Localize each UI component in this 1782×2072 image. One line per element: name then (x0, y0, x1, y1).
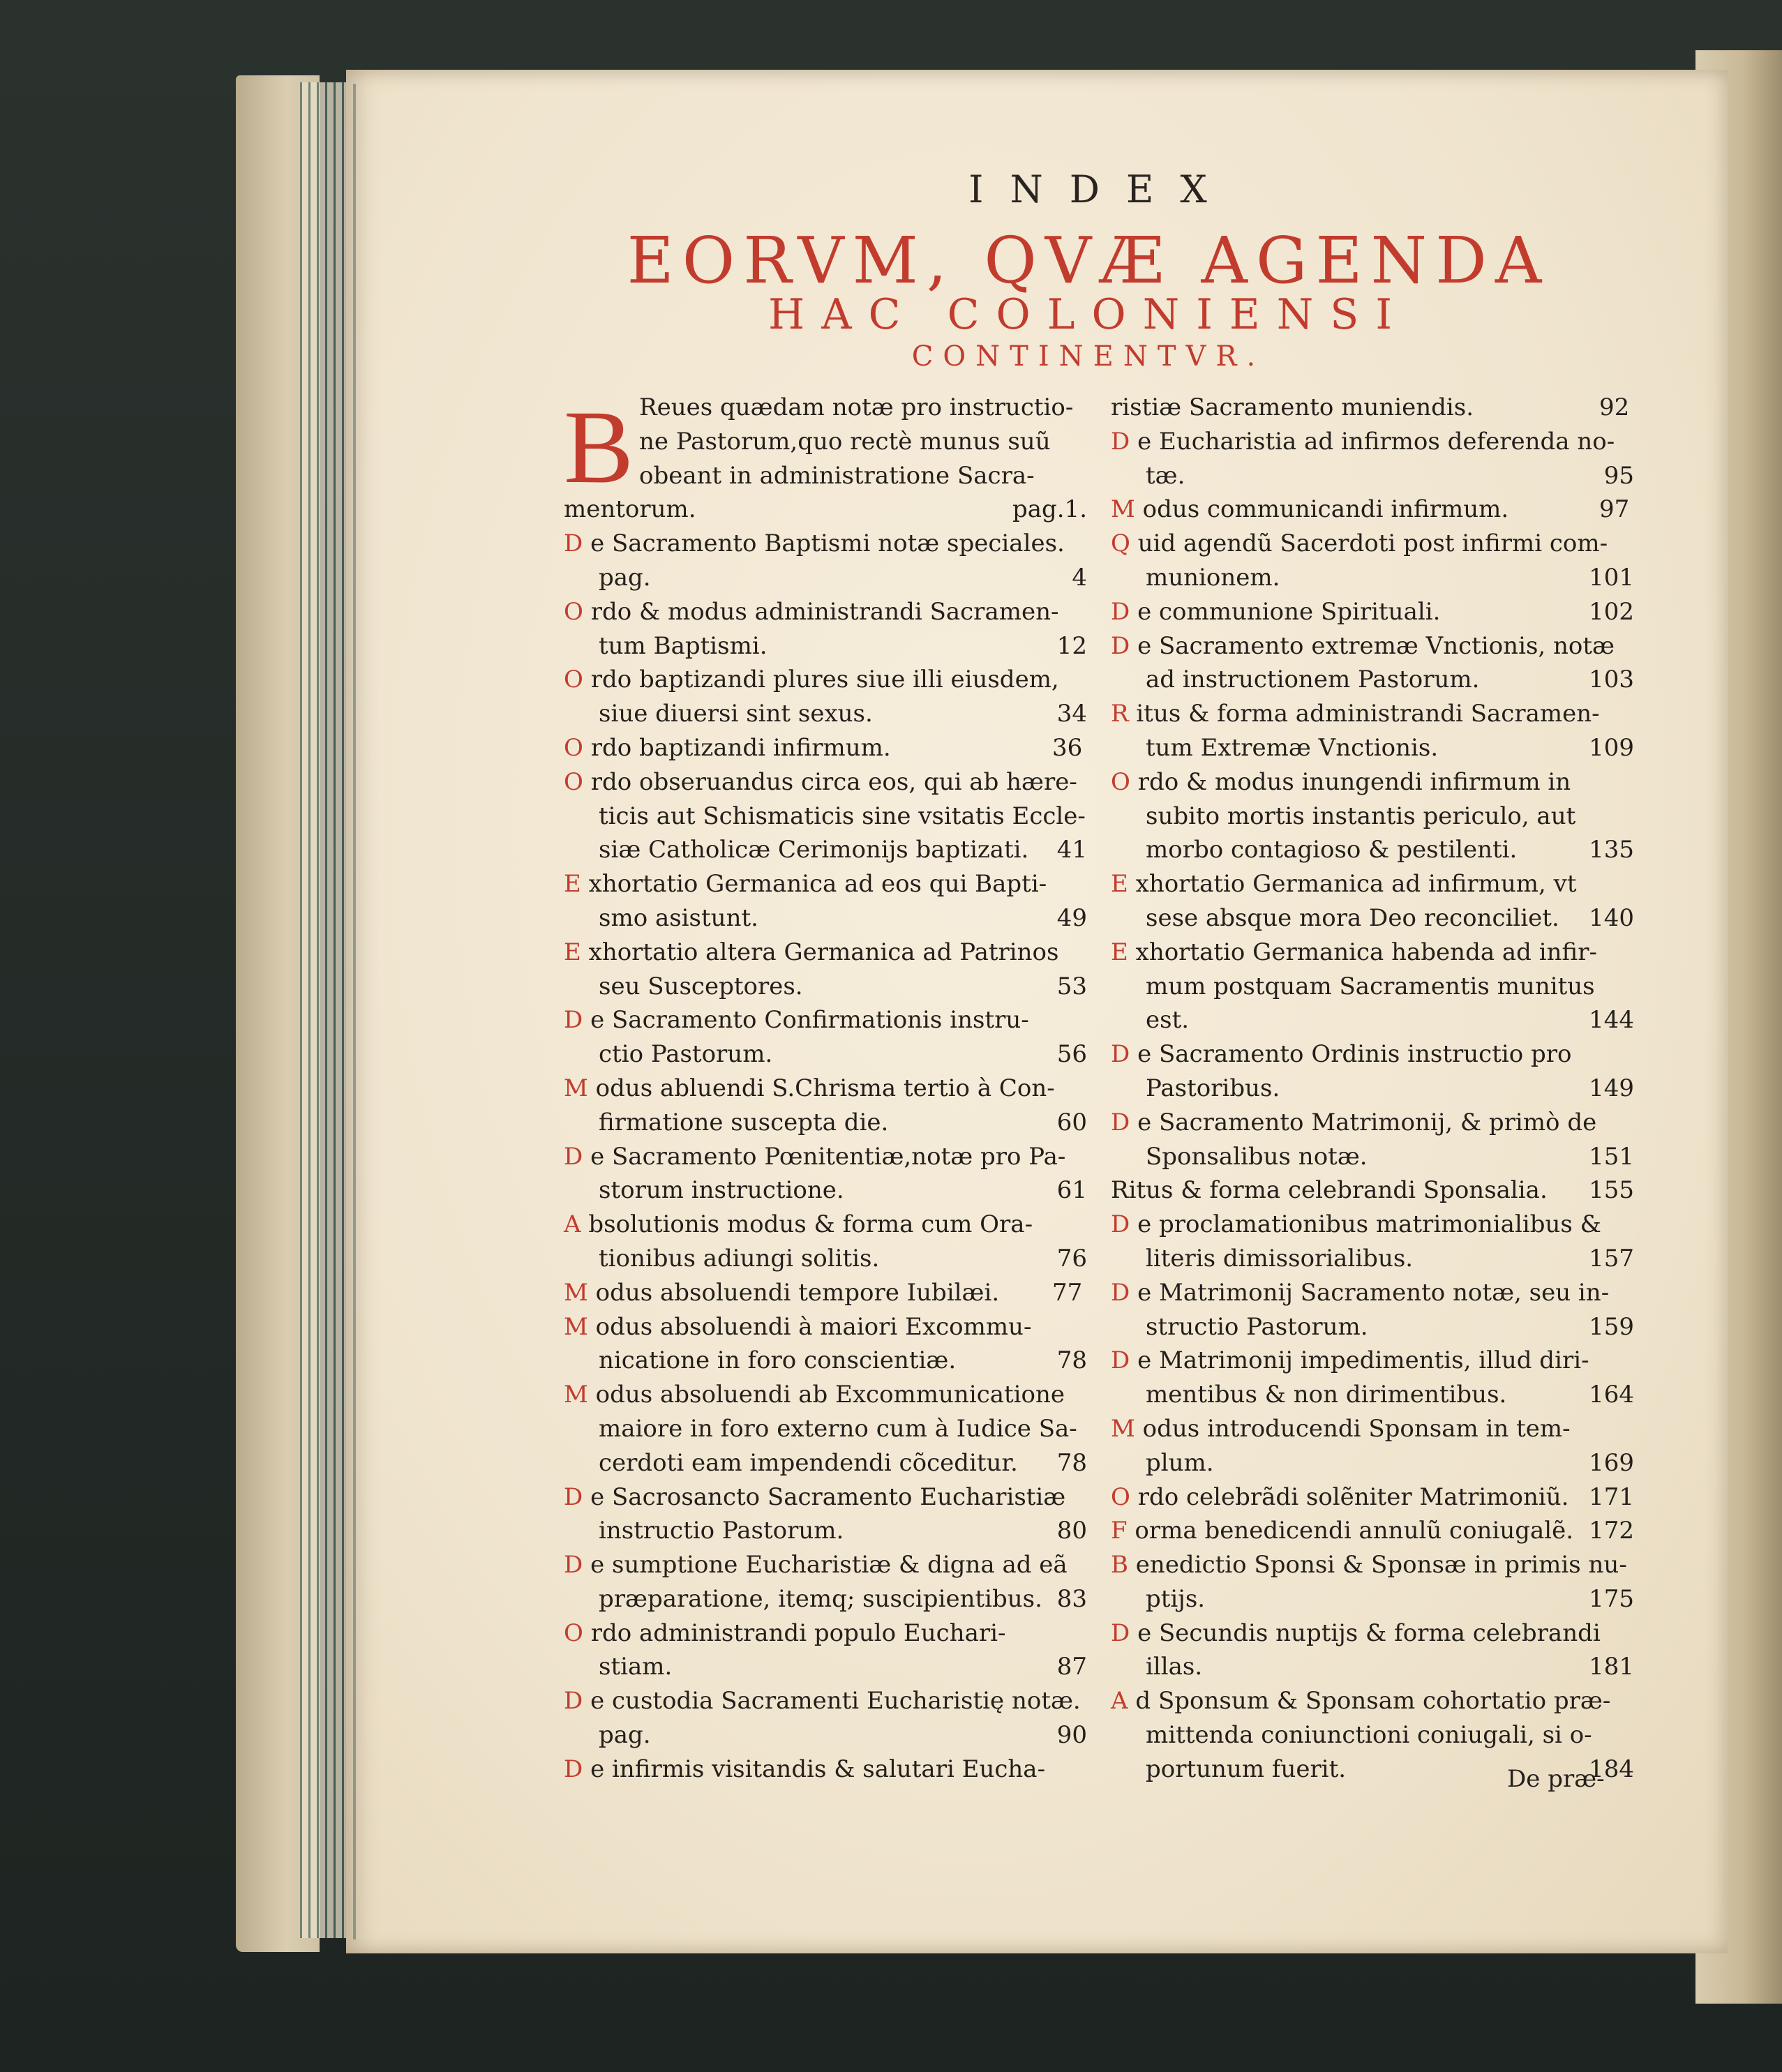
entry-line (1111, 1548, 1634, 1582)
index-entry (1111, 527, 1634, 595)
entry-text: xhortatio Germanica habenda ad infir- (1135, 938, 1597, 966)
entry-line (564, 867, 1087, 901)
entry-text: rdo administrandi populo Euchari- (590, 1619, 1006, 1647)
index-entry (1111, 765, 1634, 867)
entry-line (1111, 1684, 1634, 1718)
index-entry (564, 731, 1087, 765)
entry-line (564, 1752, 1087, 1787)
rubric-initial: D (1111, 1040, 1138, 1069)
page-number: 149 (1589, 1074, 1634, 1102)
entry-line (1111, 1276, 1634, 1310)
index-entry (1111, 697, 1634, 765)
catchword: De præ- (1507, 1765, 1605, 1793)
entry-line (599, 1344, 1087, 1378)
entry-line (1146, 1003, 1634, 1037)
entry-line (1146, 561, 1634, 595)
index-entry (1111, 629, 1634, 698)
entry-text: siue diuersi sint sexus. (599, 700, 873, 728)
index-entry (1111, 867, 1634, 936)
index-entry (564, 1140, 1087, 1208)
rubric-initial: D (564, 1755, 591, 1783)
page-number: 41 (1056, 836, 1087, 864)
entry-text: illas. (1146, 1653, 1203, 1681)
page-number: 87 (1056, 1653, 1087, 1681)
entry-line (1111, 595, 1634, 629)
entry-text: rdo obseruandus circa eos, qui ab hære- (590, 767, 1077, 796)
index-entry (564, 1310, 1087, 1379)
entry-line (1111, 867, 1634, 901)
entry-line (1111, 1208, 1634, 1242)
index-entry (564, 1752, 1087, 1787)
entry-line (599, 1582, 1087, 1616)
index-entry (1111, 1548, 1634, 1616)
rubric-initial: Q (1111, 530, 1138, 558)
entry-text: cerdoti eam impendendi cõceditur. (599, 1448, 1018, 1477)
entry-line (599, 1650, 1087, 1684)
entry-line (1111, 1412, 1634, 1446)
rubric-initial: O (564, 666, 591, 694)
entry-text: orma benedicendi annulũ coniugalẽ. (1135, 1517, 1574, 1545)
entry-text: mittenda coniunctioni coniugali, si o- (1146, 1721, 1592, 1750)
index-entry (1111, 936, 1634, 1037)
entry-text: munionem. (1146, 563, 1280, 592)
rubric-initial: A (1111, 1687, 1136, 1716)
index-entry (564, 1616, 1087, 1685)
entry-text: e Sacramento Pœnitentiæ,notæ pro Pa- (590, 1142, 1066, 1171)
page-number: 95 (1603, 461, 1634, 490)
rubric-initial: D (1111, 1108, 1138, 1136)
entry-text: pag. (599, 1721, 651, 1750)
entry-text: firmatione suscepta die. (599, 1108, 889, 1136)
index-entry (564, 765, 1087, 867)
entry-text: e Sacramento Matrimonij, & primò de (1137, 1108, 1597, 1136)
rubric-initial: D (1111, 1278, 1138, 1307)
entry-text: odus absoluendi à maiori Excommu- (595, 1312, 1032, 1341)
entry-line (564, 1480, 1087, 1515)
entry-text: præparatione, itemq; suscipientibus. (599, 1584, 1042, 1613)
entry-line (1111, 1480, 1634, 1515)
rubric-initial: D (1111, 597, 1138, 626)
index-entry (564, 1480, 1087, 1549)
entry-text: e Sacramento Confirmationis instru- (590, 1006, 1029, 1035)
entry-text: odus introducendi Sponsam in tem- (1142, 1414, 1571, 1443)
page-number: 181 (1589, 1653, 1634, 1681)
entry-line (599, 1446, 1087, 1480)
entry-line (1111, 527, 1634, 561)
entry-line (1146, 1140, 1634, 1174)
entry-text: mentibus & non dirimentibus. (1146, 1381, 1507, 1409)
index-entry (564, 867, 1087, 936)
entry-text: sese absque mora Deo reconciliet. (1146, 903, 1559, 932)
entry-line (564, 1140, 1087, 1174)
entry-text: odus abluendi S.Chrisma tertio à Con- (595, 1074, 1055, 1102)
entry-text: nicatione in foro conscientiæ. (599, 1346, 957, 1375)
rubric-initial: D (1111, 1210, 1138, 1239)
entry-text: e Matrimonij impedimentis, illud diri- (1137, 1346, 1589, 1375)
page-number: 61 (1056, 1176, 1087, 1205)
page-number: 78 (1056, 1346, 1087, 1375)
page-number: 12 (1056, 631, 1087, 660)
index-entry (564, 1208, 1087, 1276)
page-number: 151 (1589, 1142, 1634, 1171)
rubric-initial: D (1111, 427, 1138, 456)
index-entry (1111, 1173, 1634, 1208)
rubric-initial: M (564, 1278, 596, 1307)
entry-text: obeant in administratione Sacra- (639, 461, 1035, 490)
entry-text: ticis aut Schismaticis sine vsitatis Eccle- (599, 802, 1086, 830)
entry-text: itus & forma administrandi Sacramen- (1136, 700, 1600, 728)
index-entry (564, 1548, 1087, 1616)
entry-text: e Sacramento Ordinis instructio pro (1137, 1040, 1572, 1069)
entry-line (1146, 1242, 1634, 1276)
page-number: 80 (1056, 1517, 1087, 1545)
entry-text: rdo & modus administrandi Sacramen- (590, 597, 1059, 626)
entry-text: tionibus adiungi solitis. (599, 1244, 880, 1273)
index-entry (564, 663, 1087, 731)
index-entry (564, 595, 1087, 663)
rubric-initial: D (564, 530, 591, 558)
entry-text: e proclamationibus matrimonialibus & (1137, 1210, 1601, 1239)
entry-text: mentorum. (564, 495, 696, 524)
left-index-column (564, 391, 1087, 1787)
entry-line (599, 1173, 1087, 1208)
entry-line (599, 901, 1087, 936)
entry-line (1111, 1037, 1634, 1072)
entry-line (1146, 1446, 1634, 1480)
rubric-initial: O (564, 1619, 591, 1647)
index-entry (564, 391, 1087, 527)
index-entry (1111, 1344, 1634, 1412)
entry-text: Reues quædam notæ pro instructio- (639, 393, 1074, 421)
rubric-initial: E (564, 870, 589, 899)
entry-text: ctio Pastorum. (599, 1040, 773, 1069)
page-number: 155 (1589, 1176, 1634, 1205)
entry-text: tum Extremæ Vnctionis. (1146, 733, 1439, 762)
entry-text: ne Pastorum,quo rectè munus suũ (639, 427, 1051, 456)
entry-text: ristiæ Sacramento muniendis. (1111, 393, 1474, 421)
entry-text: e communione Spirituali. (1137, 597, 1441, 626)
index-entry (1111, 1037, 1634, 1106)
entry-line (1146, 1378, 1634, 1412)
entry-line (564, 663, 1087, 697)
entry-line (1146, 901, 1634, 936)
page-number: 171 (1589, 1482, 1634, 1511)
entry-text: xhortatio Germanica ad eos qui Bapti- (588, 870, 1047, 899)
rubric-initial: R (1111, 700, 1137, 728)
entry-line (564, 493, 1087, 527)
page-number: 184 (1589, 1755, 1634, 1783)
rubric-initial: M (1111, 495, 1143, 524)
entry-line (1146, 799, 1634, 834)
rubric-initial: E (564, 938, 589, 966)
entry-line (564, 527, 1087, 561)
entry-text: odus absoluendi ab Excommunicatione (595, 1381, 1065, 1409)
rubric-initial: O (1111, 767, 1138, 796)
entry-line: M odus absoluendi tempore Iubilæi. 77 (564, 1278, 1083, 1307)
entry-text: mum postquam Sacramentis munitus (1146, 972, 1595, 1000)
entry-text: plum. (1146, 1448, 1214, 1477)
gutter-line (353, 84, 356, 1939)
entry-line (1146, 459, 1634, 493)
entry-line (599, 1242, 1087, 1276)
entry-text: seu Susceptores. (599, 972, 803, 1000)
entry-text: smo asistunt. (599, 903, 758, 932)
entry-text: siæ Catholicæ Cerimonijs baptizati. (599, 836, 1029, 864)
index-entry (564, 1684, 1087, 1752)
entry-text: morbo contagioso & pestilenti. (1146, 836, 1518, 864)
index-entry (1111, 391, 1634, 425)
rubric-initial: D (564, 1687, 591, 1716)
entry-line (599, 970, 1087, 1004)
rubric-initial: D (1111, 631, 1138, 660)
entry-text: uid agendũ Sacerdoti post infirmi com- (1137, 530, 1608, 558)
entry-line (1146, 1582, 1634, 1616)
page-number: 103 (1589, 666, 1634, 694)
entry-line: ristiæ Sacramento muniendis. 92 (1111, 393, 1630, 421)
page-number: 56 (1056, 1040, 1087, 1069)
entry-line (1111, 1616, 1634, 1651)
page-number: 53 (1056, 972, 1087, 1000)
index-entry (564, 1003, 1087, 1072)
entry-text: ad instructionem Pastorum. (1146, 666, 1480, 694)
entry-line: O rdo baptizandi infirmum. 36 (564, 733, 1083, 762)
entry-text: est. (1146, 1006, 1190, 1035)
page-number: 135 (1589, 836, 1634, 864)
entry-line: M odus communicandi infirmum. 97 (1111, 495, 1630, 524)
rubric-initial: D (1111, 1346, 1138, 1375)
rubric-initial: D (564, 1142, 591, 1171)
rubric-initial: D (1111, 1619, 1138, 1647)
index-entry (564, 1378, 1087, 1480)
title-line-2: HAC COLONIENSI (768, 290, 1409, 339)
entry-text: xhortatio altera Germanica ad Patrinos (588, 938, 1059, 966)
page-number: 60 (1056, 1108, 1087, 1136)
entry-text: e infirmis visitandis & salutari Eucha- (590, 1755, 1046, 1783)
entry-text: Ritus & forma celebrandi Sponsalia. (1111, 1176, 1548, 1205)
entry-text: bsolutionis modus & forma cum Ora- (588, 1210, 1033, 1239)
entry-text: e Secundis nuptijs & forma celebrandi (1137, 1619, 1601, 1647)
entry-line (639, 425, 1087, 459)
rubric-initial: D (564, 1006, 591, 1035)
entry-text: e custodia Sacramenti Eucharistię notæ. (590, 1687, 1081, 1716)
entry-text: literis dimissorialibus. (1146, 1244, 1414, 1273)
entry-text: rdo & modus inungendi infirmum in (1137, 767, 1571, 796)
page-edge-lines (300, 82, 350, 1938)
entry-line (1146, 1650, 1634, 1684)
rubric-initial: O (564, 733, 591, 762)
entry-line (564, 1003, 1087, 1037)
rubric-initial: M (1111, 1414, 1143, 1443)
entry-text: enedictio Sponsi & Sponsæ in primis nu- (1135, 1551, 1627, 1579)
entry-line (1111, 1106, 1634, 1140)
entry-text: Sponsalibus notæ. (1146, 1142, 1368, 1171)
entry-text: tæ. (1146, 461, 1185, 490)
entry-line (1146, 731, 1634, 765)
entry-line (1111, 1173, 1634, 1208)
page-number: 157 (1589, 1244, 1634, 1273)
entry-text: ptijs. (1146, 1584, 1206, 1613)
index-entry (1111, 1616, 1634, 1685)
page-number: 144 (1589, 1006, 1634, 1035)
entry-line (599, 629, 1087, 663)
entry-line (599, 833, 1087, 867)
index-entry (564, 1276, 1087, 1310)
rubric-initial: O (564, 597, 591, 626)
entry-text: rdo baptizandi infirmum. (590, 733, 891, 762)
entry-text: e Sacramento extremæ Vnctionis, notæ (1137, 631, 1615, 660)
rubric-initial: E (1111, 938, 1136, 966)
rubric-initial: M (564, 1312, 596, 1341)
rubric-initial: E (1111, 870, 1136, 899)
index-entry (1111, 1106, 1634, 1174)
entry-line (564, 1208, 1087, 1242)
rubric-initial: O (1111, 1482, 1138, 1511)
rubric-initial: B (1111, 1551, 1136, 1579)
page-header (544, 167, 1633, 373)
page-number: 164 (1589, 1381, 1634, 1409)
index-entry (564, 527, 1087, 595)
entry-text: e sumptione Eucharistiæ & digna ad eã (590, 1551, 1068, 1579)
page-number: 90 (1056, 1721, 1087, 1750)
entry-text: structio Pastorum. (1146, 1312, 1368, 1341)
entry-line (564, 936, 1087, 970)
entry-line (599, 799, 1087, 834)
entry-text: maiore in foro externo cum à Iudice Sa- (599, 1414, 1077, 1443)
page-number: 78 (1056, 1448, 1087, 1477)
entry-line (564, 595, 1087, 629)
entry-line (1111, 629, 1634, 663)
entry-text: odus absoluendi tempore Iubilæi. (595, 1278, 1000, 1307)
index-entry (1111, 493, 1634, 527)
rubric-initial: F (1111, 1517, 1135, 1545)
entry-line (564, 1378, 1087, 1412)
entry-text: e Eucharistia ad infirmos deferenda no- (1137, 427, 1615, 456)
index-entry (1111, 595, 1634, 629)
entry-line (1111, 1514, 1634, 1548)
entry-text: portunum fuerit. (1146, 1755, 1347, 1783)
entry-text: e Sacrosancto Sacramento Eucharistiæ (590, 1482, 1066, 1511)
entry-line (639, 391, 1087, 425)
right-index-column (1111, 391, 1634, 1787)
entry-text: rdo celebrãdi solẽniter Matrimoniũ. (1137, 1482, 1569, 1511)
page-number: 83 (1056, 1584, 1087, 1613)
index-entry (1111, 1276, 1634, 1344)
entry-text: odus communicandi infirmum. (1142, 495, 1509, 524)
entry-line (599, 1514, 1087, 1548)
entry-line (599, 561, 1087, 595)
index-entry (1111, 425, 1634, 493)
entry-line (564, 1616, 1087, 1651)
entry-line (1146, 833, 1634, 867)
page-number: 140 (1589, 903, 1634, 932)
index-entry (1111, 1480, 1634, 1515)
page-number: 76 (1056, 1244, 1087, 1273)
entry-text: Pastoribus. (1146, 1074, 1280, 1102)
rubric-initial: M (564, 1381, 596, 1409)
entry-text: storum instructione. (599, 1176, 844, 1205)
entry-text: xhortatio Germanica ad infirmum, vt (1135, 870, 1577, 899)
entry-text: rdo baptizandi plures siue illi eiusdem, (590, 666, 1059, 694)
page-number: 109 (1589, 733, 1634, 762)
rubric-initial: D (564, 1551, 591, 1579)
entry-line (599, 1412, 1087, 1446)
entry-text: stiam. (599, 1653, 673, 1681)
entry-text: d Sponsum & Sponsam cohortatio præ- (1135, 1687, 1611, 1716)
page-number: 159 (1589, 1312, 1634, 1341)
entry-line (1111, 697, 1634, 731)
index-entry (564, 1072, 1087, 1140)
index-entry (1111, 1208, 1634, 1276)
entry-line (639, 459, 1087, 493)
drop-cap-initial: B (564, 389, 634, 505)
entry-text: tum Baptismi. (599, 631, 768, 660)
page-number: 34 (1056, 700, 1087, 728)
entry-line (1146, 1310, 1634, 1344)
page-number: 172 (1589, 1517, 1634, 1545)
page-number: 169 (1589, 1448, 1634, 1477)
rubric-initial: M (564, 1074, 596, 1102)
entry-line (599, 1718, 1087, 1752)
entry-line (599, 1106, 1087, 1140)
entry-line (564, 1684, 1087, 1718)
entry-line (564, 1548, 1087, 1582)
page-number: 4 (1072, 563, 1087, 592)
entry-line (1111, 425, 1634, 459)
entry-line (564, 1310, 1087, 1344)
title-line-1: EORVM, QVÆ AGENDA (627, 223, 1550, 298)
page-number: 175 (1589, 1584, 1634, 1613)
entry-line (564, 765, 1087, 799)
entry-text: pag. (599, 563, 651, 592)
entry-line (1146, 970, 1634, 1004)
index-heading: INDEX (968, 167, 1234, 211)
entry-text: e Matrimonij Sacramento notæ, seu in- (1137, 1278, 1610, 1307)
entry-line (599, 1037, 1087, 1072)
rubric-initial: A (564, 1210, 589, 1239)
index-entry (564, 936, 1087, 1004)
rubric-initial: D (564, 1482, 591, 1511)
entry-text: e Sacramento Baptismi notæ speciales. (590, 530, 1065, 558)
entry-line (599, 697, 1087, 731)
page-number: 101 (1589, 563, 1634, 592)
index-entry (1111, 1514, 1634, 1548)
entry-line (1111, 936, 1634, 970)
entry-text: subito mortis instantis periculo, aut (1146, 802, 1576, 830)
page-number: 102 (1589, 597, 1634, 626)
entry-line (564, 1072, 1087, 1106)
entry-line (1146, 663, 1634, 697)
entry-line (1146, 1072, 1634, 1106)
entry-line (1146, 1718, 1634, 1752)
page-number: pag.1. (1012, 495, 1087, 524)
entry-text: instructio Pastorum. (599, 1517, 844, 1545)
title-line-3: CONTINENTVR. (911, 340, 1266, 373)
entry-line (1111, 1344, 1634, 1378)
page-number: 49 (1056, 903, 1087, 932)
index-entry (1111, 1412, 1634, 1480)
rubric-initial: O (564, 767, 591, 796)
entry-line (1111, 765, 1634, 799)
